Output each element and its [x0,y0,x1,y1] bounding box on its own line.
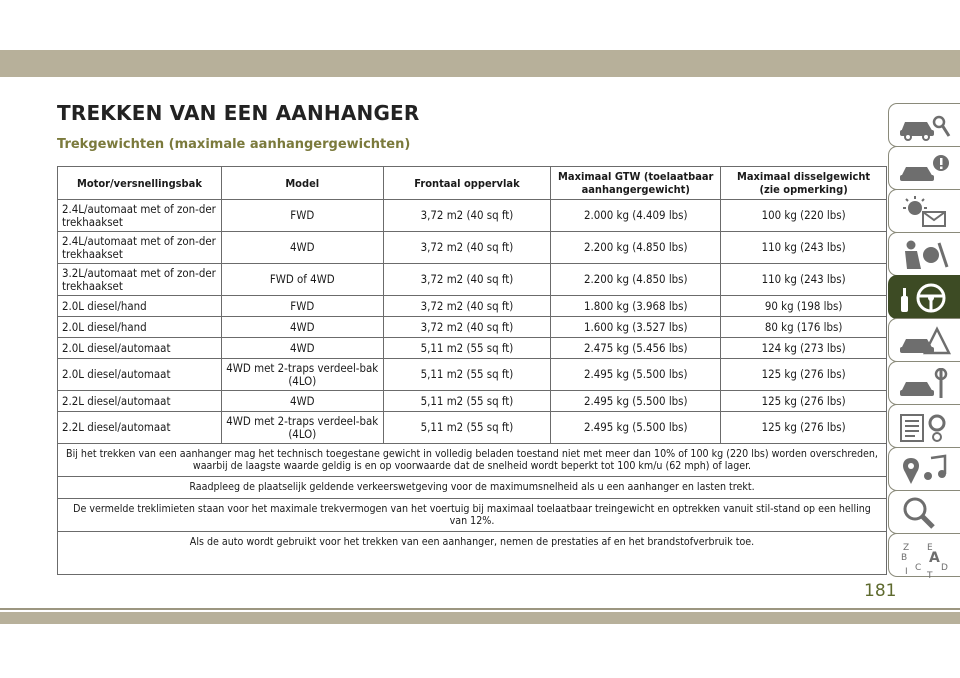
cell-tongue-weight: 110 kg (243 lbs) [721,264,887,296]
tab-specifications[interactable] [888,404,960,448]
note-row [58,499,887,532]
cell-engine: 2.4L/automaat met of zon-der trekhaakset [58,200,222,232]
tab-safety[interactable] [888,232,960,276]
header-engine: Motor/versnellingsbak [58,167,222,200]
note-tow-limits: De vermelde treklimieten staan voor het maximale trekvermogen van het voertuig bij maximaal toelaatbaar treingewicht en optrekken vanuit stil-stand op een helling van 12%. [58,499,887,532]
cell-frontal-area: 3,72 m2 (40 sq ft) [383,317,551,338]
index-letter: E [927,543,933,553]
cell-max-gtw: 2.000 kg (4.409 lbs) [551,200,721,232]
towing-weights-table [57,166,887,575]
index-letter: B [901,553,908,563]
table-row [58,338,887,359]
emergency-triangle-icon [897,325,953,357]
cell-tongue-weight: 124 kg (273 lbs) [721,338,887,359]
cell-tongue-weight: 125 kg (276 lbs) [721,391,887,412]
cell-tongue-weight: 125 kg (276 lbs) [721,359,887,391]
top-decorative-band [0,50,960,77]
cell-frontal-area: 3,72 m2 (40 sq ft) [383,296,551,317]
steering-wheel-icon [897,282,953,314]
search-icon [897,497,953,529]
bottom-decorative-band [0,612,960,624]
tab-multimedia[interactable] [888,447,960,491]
cell-tongue-weight: 125 kg (276 lbs) [721,412,887,444]
note-row [58,444,887,477]
cell-tongue-weight: 80 kg (176 lbs) [721,317,887,338]
cell-model: 4WD [221,232,383,264]
cell-model: 4WD [221,391,383,412]
table-row [58,232,887,264]
car-key-icon [897,110,953,142]
index-letter: Z [903,543,910,553]
section-title: TREKKEN VAN EEN AANHANGER [57,101,420,125]
page-number: 181 [864,581,897,601]
cell-model: FWD [221,296,383,317]
cell-frontal-area: 5,11 m2 (55 sq ft) [383,338,551,359]
subsection-title: Trekgewichten (maximale aanhangergewichten) [57,137,411,152]
tab-search[interactable] [888,490,960,534]
cell-max-gtw: 1.800 kg (3.968 lbs) [551,296,721,317]
index-letter: T [927,571,933,580]
tab-index[interactable] [888,533,960,580]
cell-model: FWD of 4WD [221,264,383,296]
tab-emergency[interactable] [888,318,960,362]
cell-max-gtw: 2.495 kg (5.500 lbs) [551,359,721,391]
cell-model: 4WD met 2-traps verdeel-bak (4LO) [221,359,383,391]
alphabet-index-icon [897,540,953,580]
cell-frontal-area: 5,11 m2 (55 sq ft) [383,359,551,391]
note-row [58,477,887,499]
header-max-gtw: Maximaal GTW (toelaatbaar aanhangergewicht) [551,167,721,200]
dashboard-lights-icon [897,196,953,228]
cell-max-gtw: 2.475 kg (5.456 lbs) [551,338,721,359]
cell-max-gtw: 2.200 kg (4.850 lbs) [551,232,721,264]
cell-engine: 2.2L diesel/automaat [58,391,222,412]
cell-tongue-weight: 110 kg (243 lbs) [721,232,887,264]
cell-max-gtw: 2.495 kg (5.500 lbs) [551,412,721,444]
cell-engine: 2.2L diesel/automaat [58,412,222,444]
table-row [58,391,887,412]
table-header-row [58,167,887,200]
cell-max-gtw: 2.495 kg (5.500 lbs) [551,391,721,412]
table-row [58,200,887,232]
specifications-icon [897,411,953,443]
cell-engine: 2.0L diesel/hand [58,317,222,338]
cell-frontal-area: 3,72 m2 (40 sq ft) [383,200,551,232]
header-model: Model [221,167,383,200]
cell-frontal-area: 5,11 m2 (55 sq ft) [383,412,551,444]
cell-model: 4WD met 2-traps verdeel-bak (4LO) [221,412,383,444]
cell-frontal-area: 5,11 m2 (55 sq ft) [383,391,551,412]
header-frontal-area: Frontaal oppervlak [383,167,551,200]
cell-model: FWD [221,200,383,232]
cell-tongue-weight: 90 kg (198 lbs) [721,296,887,317]
tab-dashboard-lights[interactable] [888,189,960,233]
tab-car-key[interactable] [888,103,960,147]
safety-airbag-icon [897,239,953,271]
index-letter: D [941,563,948,573]
cell-engine: 2.4L/automaat met of zon-der trekhaakset [58,232,222,264]
note-performance: Als de auto wordt gebruikt voor het trekken van een aanhanger, nemen de prestaties af en het brandstofverbruik toe. [58,532,887,575]
cell-engine: 3.2L/automaat met of zon-der trekhaakset [58,264,222,296]
table-row [58,317,887,338]
index-letter: I [905,567,908,577]
car-service-icon [897,368,953,400]
tab-servicing[interactable] [888,361,960,405]
cell-engine: 2.0L diesel/automaat [58,338,222,359]
cell-model: 4WD [221,317,383,338]
note-weight-tolerance: Bij het trekken van een aanhanger mag het technisch toegestane gewicht in volledig beladen toestand niet met meer dan 10% of 100 kg (220 lbs) worden overschreden, waarbij de laagste waarde geldig is en op voorwaarde dat de snelheid wordt beperkt tot 100 km/u (62 mph) of lager. [58,444,887,477]
table-row [58,296,887,317]
tab-car-info[interactable] [888,146,960,190]
table-row [58,264,887,296]
cell-frontal-area: 3,72 m2 (40 sq ft) [383,232,551,264]
table-row [58,359,887,391]
cell-engine: 2.0L diesel/hand [58,296,222,317]
cell-max-gtw: 1.600 kg (3.527 lbs) [551,317,721,338]
note-row [58,532,887,575]
cell-engine: 2.0L diesel/automaat [58,359,222,391]
cell-frontal-area: 3,72 m2 (40 sq ft) [383,264,551,296]
bottom-rule [0,608,960,610]
car-info-icon [897,153,953,185]
cell-tongue-weight: 100 kg (220 lbs) [721,200,887,232]
cell-max-gtw: 2.200 kg (4.850 lbs) [551,264,721,296]
multimedia-icon [897,454,953,486]
table-row [58,412,887,444]
tab-starting-and-operating[interactable] [888,275,960,319]
note-local-laws: Raadpleeg de plaatselijk geldende verkeerswetgeving voor de maximumsnelheid als u een aanhanger en lasten trekt. [58,477,887,499]
index-letter: C [915,563,922,573]
cell-model: 4WD [221,338,383,359]
index-letter: A [929,550,940,566]
header-max-tongue-weight: Maximaal disselgewicht (zie opmerking) [721,167,887,200]
